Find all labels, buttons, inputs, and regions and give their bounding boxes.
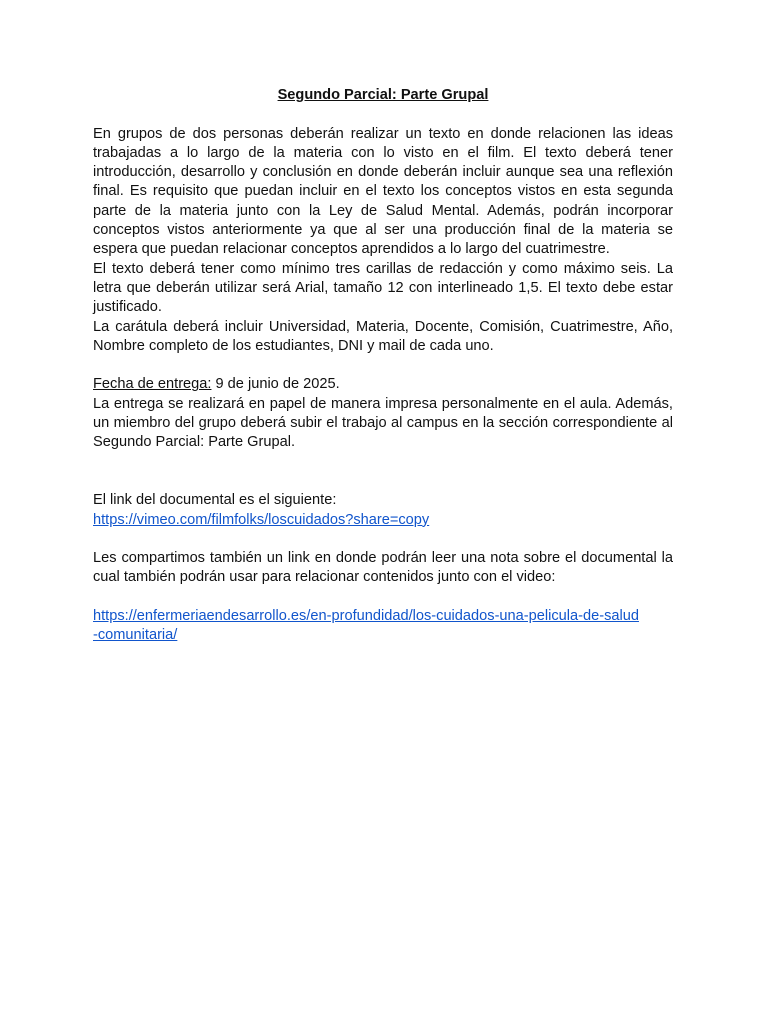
blank-line <box>93 105 673 124</box>
article-link-part-1: https://enfermeriaendesarrollo.es/en-profundidad/los-cuidados-una-pelicula-de-salud <box>93 608 639 625</box>
documentary-link-line <box>93 511 673 530</box>
due-date-value: 9 de junio de 2025. <box>211 376 340 393</box>
documentary-link-intro: El link del documental es el siguiente: <box>93 492 337 509</box>
document-body <box>93 86 673 646</box>
article-link-line <box>93 607 673 646</box>
blank-line <box>93 453 673 472</box>
due-date-label: Fecha de entrega: <box>93 376 212 393</box>
paragraph-article-intro: Les compartimos también un link en donde podrán leer una nota sobre el documental la cual también podrán usar para relacionar contenidos junto con el video: <box>93 550 673 586</box>
article-link-part-2: -comunitaria/ <box>93 627 178 644</box>
paragraph-format: El texto deberá tener como mínimo tres carillas de redacción y como máximo seis. La letra que deberán utilizar será Arial, tamaño 12 con interlineado 1,5. El texto debe estar justificado. <box>93 260 673 316</box>
blank-line <box>93 588 673 607</box>
documentary-link[interactable]: https://vimeo.com/filmfolks/loscuidados?share=copy <box>93 511 430 528</box>
paragraph-instructions: En grupos de dos personas deberán realizar un texto en donde relacionen las ideas trabajadas a lo largo de la materia con lo visto en el film. El texto deberá tener introducción, desarrollo y conclusión en donde deberán incluir aunque sea una reflexión final. Es requisito que puedan incluir en el texto los conceptos vistos en esta segunda parte de la materia junto con la Ley de Salud Mental. Además, podrán incorporar conceptos vistos anteriormente ya que al ser una producción final de la materia se espera que puedan relacionar conceptos aprendidos a lo largo del cuatrimestre. <box>93 125 673 258</box>
blank-line <box>93 530 673 549</box>
blank-line <box>93 472 673 491</box>
paragraph-cover-page: La carátula deberá incluir Universidad, Materia, Docente, Comisión, Cuatrimestre, Año, Nombre completo de los estudiantes, DNI y mail de cada uno. <box>93 318 673 354</box>
page-title: Segundo Parcial: Parte Grupal <box>277 87 489 103</box>
blank-line <box>93 356 673 375</box>
article-link[interactable] <box>93 608 639 643</box>
paragraph-delivery: La entrega se realizará en papel de manera impresa personalmente en el aula. Además, un miembro del grupo deberá subir el trabajo al campus en la sección correspondiente al Segundo Parcial: Parte Grupal. <box>93 395 673 451</box>
due-date-line <box>93 375 673 394</box>
